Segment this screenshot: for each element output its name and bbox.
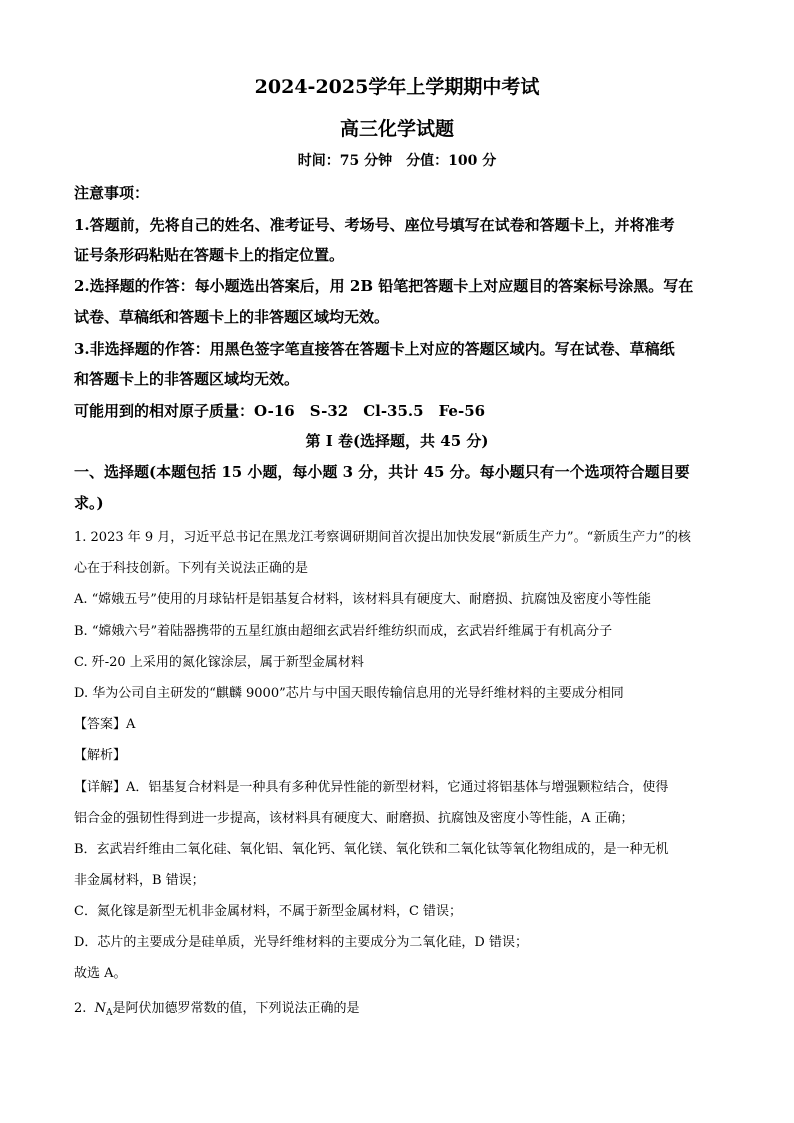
q1-detail-line3: B．玄武岩纤维由二氧化硅、氧化铝、氧化钙、氧化镁、氧化铁和二氧化钛等氧化物组成的，是一种无机: [74, 842, 669, 857]
notice-heading: 注意事项：: [74, 184, 150, 202]
exam-subtitle: 高三化学试题: [339, 118, 454, 140]
notice-item3-line1: 3.非选择题的作答：用黑色签字笔直接答在答题卡上对应的答题区域内。写在试卷、草稿纸: [74, 340, 675, 358]
section-heading-line2: 求。): [74, 494, 104, 512]
q1-detail-line5: C．氮化镓是新型无机非金属材料，不属于新型金属材料，C 错误；: [74, 904, 463, 919]
q2-stem-text: 是阿伏加德罗常数的值，下列说法正确的是: [112, 1001, 360, 1016]
atomic-mass: 可能用到的相对原子质量：O-16 S-32 Cl-35.5 Fe-56: [74, 402, 486, 420]
notice-item1-line1: 1.答题前，先将自己的姓名、准考证号、考场号、座位号填写在试卷和答题卡上，并将准考: [74, 216, 675, 234]
q1-option-d: D. 华为公司自主研发的“麒麟 9000”芯片与中国天眼传输信息用的光导纤维材料的主要成分相同: [74, 686, 624, 701]
q2-number: 2.: [74, 1001, 87, 1016]
q1-detail-line4: 非金属材料，B 错误；: [74, 873, 205, 888]
avogadro-symbol: N: [94, 1001, 107, 1016]
q1-option-c: C. 歼-20 上采用的氮化镓涂层，属于新型金属材料: [74, 655, 364, 670]
notice-item3-line2: 和答题卡上的非答题区域均无效。: [74, 370, 300, 388]
q1-stem-line1: 1. 2023 年 9 月，习近平总书记在黑龙江考察调研期间首次提出加快发展“新质生产力”。“新质生产力”的核: [74, 530, 691, 545]
notice-item2-line1: 2.选择题的作答：每小题选出答案后，用 2B 铅笔把答题卡上对应题目的答案标号涂黑。写在: [74, 277, 694, 295]
notice-item2-line2: 试卷、草稿纸和答题卡上的非答题区域均无效。: [74, 308, 390, 326]
exam-title: 2024-2025学年上学期期中考试: [254, 76, 540, 98]
q2-stem: [74, 997, 360, 1018]
q1-option-b: B. “嫦娥六号”着陆器携带的五星红旗由超细玄武岩纤维纺织而成，玄武岩纤维属于有机高分子: [74, 624, 613, 639]
part1-heading: 第 I 卷(选择题，共 45 分): [305, 432, 489, 450]
q1-detail-line2: 铝合金的强韧性得到进一步提高，该材料具有硬度大、耐磨损、抗腐蚀及密度小等性能，A 正确；: [74, 811, 634, 826]
time-score: 时间：75 分钟 分值：100 分: [297, 153, 497, 169]
q1-option-a: A. “嫦娥五号”使用的月球钻杆是铝基复合材料，该材料具有硬度大、耐磨损、抗腐蚀及密度小等性能: [74, 592, 651, 607]
section-heading-line1: 一、选择题(本题包括 15 小题，每小题 3 分，共计 45 分。每小题只有一个选项符合题目要: [74, 463, 690, 481]
q1-answer: 【答案】A: [74, 717, 136, 732]
q1-stem-line2: 心在于科技创新。下列有关说法正确的是: [74, 561, 309, 576]
avogadro-subscript: A: [106, 1008, 113, 1018]
q1-detail-line7: 故选 A。: [74, 966, 127, 981]
notice-item1-line2: 证号条形码粘贴在答题卡上的指定位置。: [74, 246, 345, 264]
q1-analysis: 【解析】: [74, 748, 127, 763]
q1-detail-line6: D．芯片的主要成分是硅单质，光导纤维材料的主要成分为二氧化硅，D 错误；: [74, 935, 528, 950]
q1-detail-line1: 【详解】A．铝基复合材料是一种具有多种优异性能的新型材料，它通过将铝基体与增强颗粒结合，使得: [74, 780, 669, 795]
